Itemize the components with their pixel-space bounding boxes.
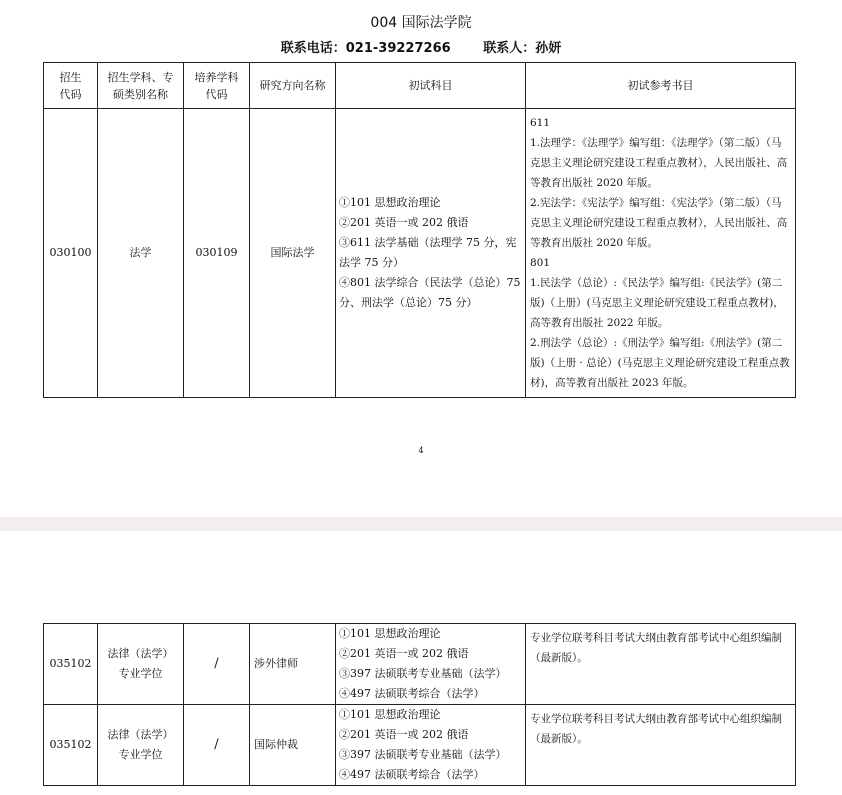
book-item: 1.法理学：《法理学》编写组：《法理学》（第二版）（马克思主义理论研究建设工程重点教材），人民出版社、高等教育出版社 2020 年版。 <box>530 137 788 189</box>
header-exams: 初试科目 <box>336 63 526 109</box>
book-item: 2.刑法学（总论）:《刑法学》编写组:《刑法学》(第二版)（上册 · 总论）(马克思主义理论研究建设工程重点教材)，高等教育出版社 2023 年版。 <box>530 337 790 389</box>
book-item: 2.宪法学：《宪法学》编写组：《宪法学》（第二版）（马克思主义理论研究建设工程重点教材），人民出版社、高等教育出版社 2020 年版。 <box>530 197 788 249</box>
exam-item: ④497 法硕联考综合（法学） <box>339 768 485 781</box>
header-books: 初试参考书目 <box>526 63 796 109</box>
contact-line <box>0 37 842 56</box>
exam-item: ①101 思想政治理论 <box>339 627 441 640</box>
document-page-2 <box>0 531 842 795</box>
table-row <box>44 624 796 705</box>
row-subject: 法学 <box>98 109 184 398</box>
exam-item: ③611 法学基础（法理学 75 分，宪法学 75 分） <box>339 236 517 269</box>
header-train-code: 培养学科 代码 <box>184 63 250 109</box>
admissions-table-continued <box>43 623 796 786</box>
row-exams <box>336 705 526 786</box>
book-item: 611 <box>530 117 551 129</box>
exam-item: ④801 法学综合（民法学（总论）75 分、刑法学（总论）75 分） <box>339 276 521 309</box>
book-item: 1.民法学（总论）:《民法学》编写组:《民法学》(第二版)（上册）(马克思主义理论研究建设工程重点教材)，高等教育出版社 2022 年版。 <box>530 277 784 329</box>
exam-item: ②201 英语一或 202 俄语 <box>339 216 469 229</box>
row-direction: 国际法学 <box>250 109 336 398</box>
exam-item: ①101 思想政治理论 <box>339 196 441 209</box>
contact-phone: 联系电话：021-39227266 <box>280 41 451 56</box>
row-train-code: / <box>184 624 250 705</box>
page-number: 4 <box>418 446 424 455</box>
row-code: 030100 <box>44 109 98 398</box>
table-row <box>44 705 796 786</box>
exam-item: ②201 英语一或 202 俄语 <box>339 728 469 741</box>
table-row <box>44 109 796 398</box>
row-subject: 法律（法学） 专业学位 <box>98 624 184 705</box>
header-direction: 研究方向名称 <box>250 63 336 109</box>
row-direction: 国际仲裁 <box>250 705 336 786</box>
row-exams <box>336 109 526 398</box>
exam-item: ①101 思想政治理论 <box>339 708 441 721</box>
contact-person: 联系人：孙妍 <box>483 41 562 56</box>
row-books: 专业学位联考科目考试大纲由教育部考试中心组织编制（最新版）。 <box>526 624 796 705</box>
exam-item: ②201 英语一或 202 俄语 <box>339 647 469 660</box>
header-code: 招生 代码 <box>44 63 98 109</box>
row-books <box>526 109 796 398</box>
admissions-table <box>43 62 796 398</box>
row-books: 专业学位联考科目考试大纲由教育部考试中心组织编制（最新版）。 <box>526 705 796 786</box>
row-train-code: / <box>184 705 250 786</box>
exam-item: ③397 法硕联考专业基础（法学） <box>339 667 507 680</box>
header-subject: 招生学科、专 硕类别名称 <box>98 63 184 109</box>
exam-item: ④497 法硕联考综合（法学） <box>339 687 485 700</box>
exam-item: ③397 法硕联考专业基础（法学） <box>339 748 507 761</box>
row-direction: 涉外律师 <box>250 624 336 705</box>
row-code: 035102 <box>44 624 98 705</box>
row-subject: 法律（法学） 专业学位 <box>98 705 184 786</box>
table-header-row <box>44 63 796 109</box>
row-code: 035102 <box>44 705 98 786</box>
book-item: 801 <box>530 257 551 269</box>
page-title: 004 国际法学院 <box>370 15 472 31</box>
row-train-code: 030109 <box>184 109 250 398</box>
row-exams <box>336 624 526 705</box>
